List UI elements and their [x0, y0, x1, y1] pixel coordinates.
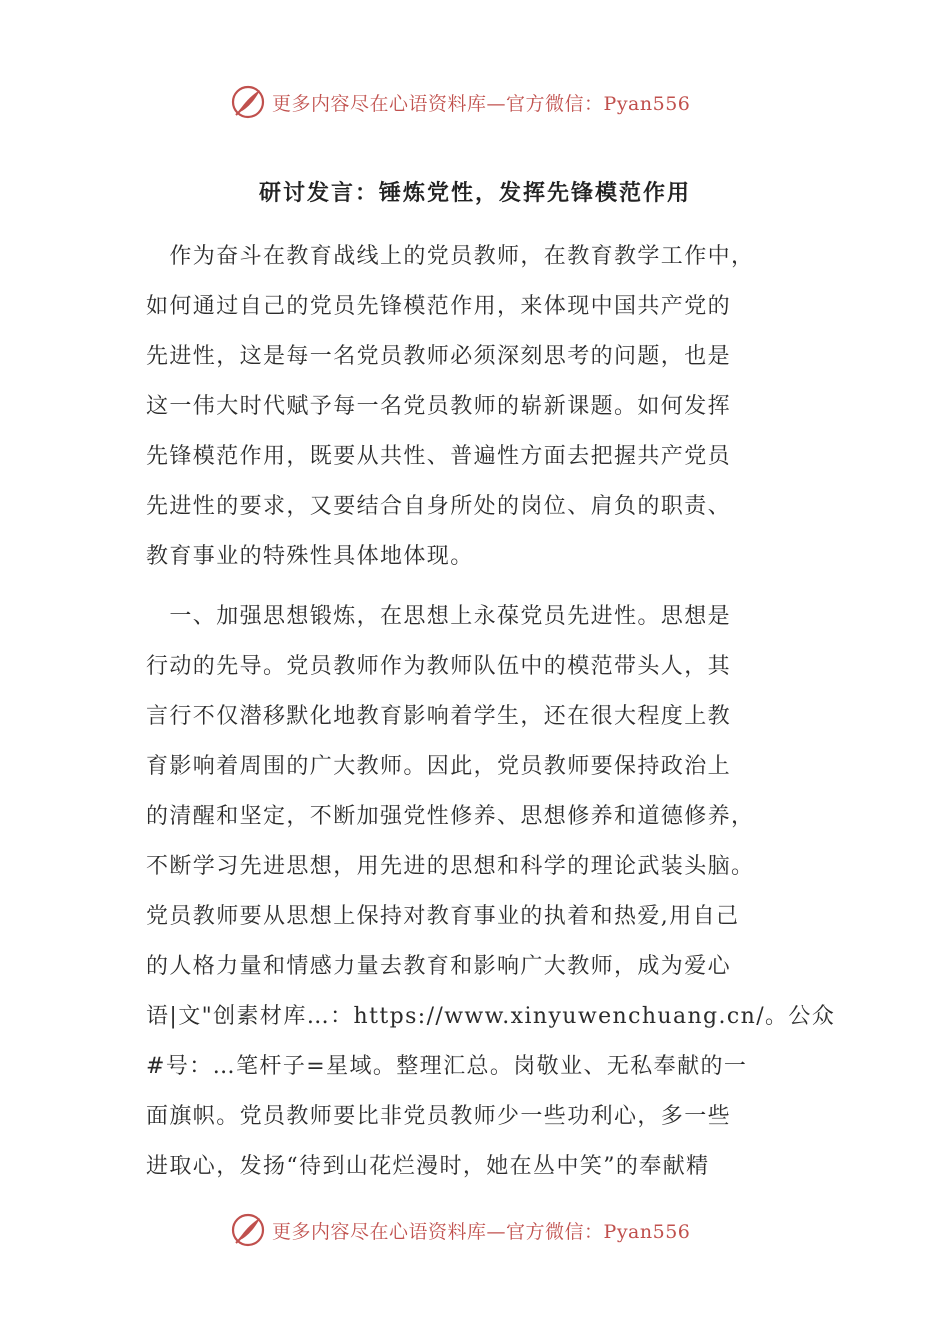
text-line: 作为奋斗在教育战线上的党员教师，在教育教学工作中， — [146, 244, 755, 269]
text-line: 先锋模范作用，既要从共性、普遍性方面去把握共产党员 — [146, 444, 732, 469]
text-line: 的人格力量和情感力量去教育和影响广大教师，成为爱心 — [146, 954, 732, 979]
text-line: 党员教师要从思想上保持对教育事业的执着和热爱,用自己 — [146, 904, 740, 929]
text-line: 面旗帜。党员教师要比非党员教师少一些功利心，多一些 — [146, 1104, 732, 1129]
text-line: 如何通过自己的党员先锋模范作用，来体现中国共产党的 — [146, 294, 732, 319]
paragraph-1 — [146, 232, 816, 582]
header-banner — [230, 82, 690, 122]
banner-main-text: 更多内容尽在心语资料库 — [272, 92, 487, 115]
banner-wechat-id: Pyan556 — [603, 1220, 691, 1243]
banner-wechat-label: 官方微信： — [506, 1220, 604, 1243]
text-line: 行动的先导。党员教师作为教师队伍中的模范带头人，其 — [146, 654, 732, 679]
banner-text — [272, 1217, 690, 1244]
text-line: 不断学习先进思想，用先进的思想和科学的理论武装头脑。 — [146, 854, 755, 879]
text-line: 言行不仅潜移默化地教育影响着学生，还在很大程度上教 — [146, 704, 732, 729]
text-line: 这一伟大时代赋予每一名党员教师的崭新课题。如何发挥 — [146, 394, 732, 419]
banner-dash: — — [486, 1220, 507, 1243]
banner-text — [272, 89, 690, 116]
paragraph-2 — [146, 592, 836, 1192]
footer-banner — [230, 1210, 690, 1250]
text-line: 的清醒和坚定，不断加强党性修养、思想修养和道德修养， — [146, 804, 755, 829]
page-title: 研讨发言：锤炼党性，发挥先锋模范作用 — [258, 180, 691, 206]
text-line: 进取心，发扬“待到山花烂漫时，她在丛中笑”的奉献精 — [146, 1154, 710, 1179]
banner-wechat-label: 官方微信： — [506, 92, 604, 115]
banner-dash: — — [486, 92, 507, 115]
text-line: 先进性的要求，又要结合自身所处的岗位、肩负的职责、 — [146, 494, 732, 519]
banner-main-text: 更多内容尽在心语资料库 — [272, 1220, 487, 1243]
text-line: 育影响着周围的广大教师。因此，党员教师要保持政治上 — [146, 754, 732, 779]
text-line: 一、加强思想锻炼，在思想上永葆党员先进性。思想是 — [146, 604, 732, 629]
text-line: 先进性，这是每一名党员教师必须深刻思考的问题，也是 — [146, 344, 732, 369]
quill-pen-logo-icon — [230, 1212, 266, 1248]
text-line: #号：…笔杆子=星域。整理汇总。岗敬业、无私奉献的一 — [146, 1054, 748, 1079]
text-line: 教育事业的特殊性具体地体现。 — [146, 544, 474, 569]
quill-pen-logo-icon — [230, 84, 266, 120]
text-line: 语|文"创素材库…：https://www.xinyuwenchuang.cn/。公众 — [146, 1004, 836, 1029]
banner-wechat-id: Pyan556 — [603, 92, 691, 115]
